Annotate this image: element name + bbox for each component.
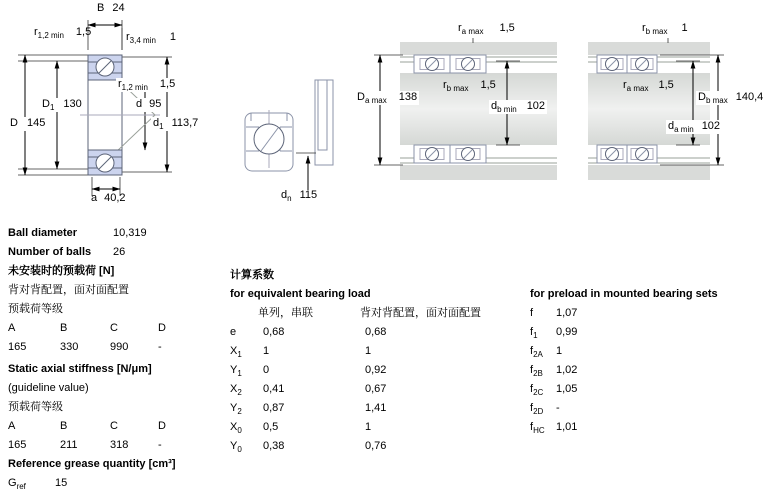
dim-label-r12-inner: $r_{1,2 min}$ 1,5 xyxy=(118,78,176,93)
dim-label-rb-max-2: $r_{b max}$ 1 xyxy=(642,22,688,37)
factor-symbol: $Y_0$ xyxy=(230,440,242,455)
factor-paired-value: 0,68 xyxy=(365,326,387,338)
grease-value: 15 xyxy=(55,477,68,489)
dim-label-ra-max-1: $r_{a max}$ 1,5 xyxy=(458,22,515,37)
preload-table-header: A B C D xyxy=(8,322,166,334)
col2-header: 背对背配置，面对面配置 xyxy=(360,307,481,319)
stiffness-heading: Static axial stiffness [N/μm] xyxy=(8,363,152,375)
factor-single-value: 0,68 xyxy=(263,326,285,338)
stiffness-class-label: 预载荷等级 xyxy=(8,401,63,413)
dim-label-d: d 95 xyxy=(134,98,163,112)
dim-label-r34: $r_{3,4 min}$ 1 xyxy=(126,31,177,46)
preload-mounted-heading: for preload in mounted bearing sets xyxy=(530,288,718,300)
dim-label-Da-max: $D_{a max}$ 138 xyxy=(357,91,418,106)
mounting-drawing-db-da xyxy=(588,38,724,180)
number-of-balls-label: Number of balls xyxy=(8,246,92,258)
factor-single-value: 0,87 xyxy=(263,402,285,414)
preload-subheading: 背对背配置，面对面配置 xyxy=(8,284,129,296)
equivalent-load-col-headers xyxy=(230,304,525,323)
stiffness-table-values: 165 211 318 - xyxy=(8,439,162,451)
preload-class-label: 预载荷等级 xyxy=(8,303,63,315)
preload-factor-row-f xyxy=(530,304,770,323)
factor-symbol: $X_2$ xyxy=(230,383,242,398)
factor-paired-value: 1 xyxy=(365,345,372,357)
grease-row xyxy=(8,474,228,493)
factor-value: 1 xyxy=(556,345,563,357)
equivalent-load-heading: for equivalent bearing load xyxy=(230,288,371,300)
factor-value: 1,05 xyxy=(556,383,578,395)
dim-label-dn: $d_n$ 115 xyxy=(281,189,318,204)
dim-label-da-min: $d_{a min}$ 102 xyxy=(668,120,721,135)
preload-factor-row-f1 xyxy=(530,323,770,342)
factor-symbol: $f_{2A}$ xyxy=(530,345,543,360)
factor-single-value: 0 xyxy=(263,364,270,376)
col1-header: 单列，串联 xyxy=(258,307,313,319)
factor-paired-value: 1 xyxy=(365,421,372,433)
dim-label-r12-top: $r_{1,2 min}$ 1,5 xyxy=(34,26,92,41)
factor-paired-value: 0,67 xyxy=(365,383,387,395)
factor-symbol: $Y_2$ xyxy=(230,402,242,417)
dim-label-rb-max-1: $r_{b max}$ 1,5 xyxy=(443,79,496,94)
dim-label-D1: $D_1$ 130 xyxy=(42,98,82,113)
factor-value: 0,99 xyxy=(556,326,578,338)
preload-factor-row-f2d xyxy=(530,399,770,418)
preload-factor-row-f2b xyxy=(530,361,770,380)
stiffness-note: (guideline value) xyxy=(8,382,89,394)
factor-symbol: $f_{2D}$ xyxy=(530,402,544,417)
preload-heading: 未安装时的预载荷 [N] xyxy=(8,265,115,277)
factor-single-value: 0,38 xyxy=(263,440,285,452)
dim-label-D: D 145 xyxy=(8,117,47,131)
calc-factor-row-x2 xyxy=(230,380,525,399)
factor-symbol: $f_{2B}$ xyxy=(530,364,543,379)
factor-single-value: 0,41 xyxy=(263,383,285,395)
number-of-balls-row xyxy=(8,243,228,262)
dim-label-B: B 24 xyxy=(97,2,125,14)
factor-symbol: $f_{2C}$ xyxy=(530,383,544,398)
calc-factor-row-x1 xyxy=(230,342,525,361)
ball-diameter-row xyxy=(8,224,228,243)
preload-factor-row-f2c xyxy=(530,380,770,399)
factor-symbol: $X_0$ xyxy=(230,421,242,436)
factor-symbol: $X_1$ xyxy=(230,345,242,360)
grease-symbol: $G_{ref}$ xyxy=(8,477,26,492)
factor-value: 1,01 xyxy=(556,421,578,433)
preload-table-values: 165 330 990 - xyxy=(8,341,162,353)
preload-factors-column xyxy=(530,285,770,437)
factor-paired-value: 1,41 xyxy=(365,402,387,414)
calc-factor-row-y2 xyxy=(230,399,525,418)
factor-symbol: $Y_1$ xyxy=(230,364,242,379)
calc-heading-zh: 计算系数 xyxy=(230,269,274,281)
dim-label-Db-max: $D_{b max}$ 140,4 xyxy=(698,91,764,106)
factor-value: 1,02 xyxy=(556,364,578,376)
factor-value: 1,07 xyxy=(556,307,578,319)
spec-column xyxy=(8,224,228,493)
number-of-balls-value: 26 xyxy=(113,246,126,258)
dim-label-a: a 40,2 xyxy=(91,192,126,204)
calc-factor-row-x0 xyxy=(230,418,525,437)
preload-factor-row-fhc xyxy=(530,418,770,437)
factor-paired-value: 0,76 xyxy=(365,440,387,452)
dim-label-d1: $d_1$ 113,7 xyxy=(153,117,199,132)
factor-paired-value: 0,92 xyxy=(365,364,387,376)
stiffness-table-header: A B C D xyxy=(8,420,166,432)
factor-symbol: e xyxy=(230,326,237,338)
dim-label-ra-max-2: $r_{a max}$ 1,5 xyxy=(623,79,674,94)
abutment-detail-drawing xyxy=(245,80,333,190)
calc-factor-row-y0 xyxy=(230,437,525,456)
factor-single-value: 0,5 xyxy=(263,421,279,433)
factor-single-value: 1 xyxy=(263,345,270,357)
calc-factor-row-y1 xyxy=(230,361,525,380)
ball-diameter-label: Ball diameter xyxy=(8,227,78,239)
calculation-factors-column xyxy=(230,266,525,456)
factor-value: - xyxy=(556,402,560,414)
factor-symbol: $f_{HC}$ xyxy=(530,421,545,436)
factor-symbol: f xyxy=(530,307,534,319)
preload-factor-row-f2a xyxy=(530,342,770,361)
dim-label-db-min: $d_{b min}$ 102 xyxy=(491,100,546,115)
calc-factor-row-e xyxy=(230,323,525,342)
factor-symbol: $f_1$ xyxy=(530,326,538,341)
ball-diameter-value: 10,319 xyxy=(113,227,147,239)
grease-heading: Reference grease quantity [cm³] xyxy=(8,458,176,470)
